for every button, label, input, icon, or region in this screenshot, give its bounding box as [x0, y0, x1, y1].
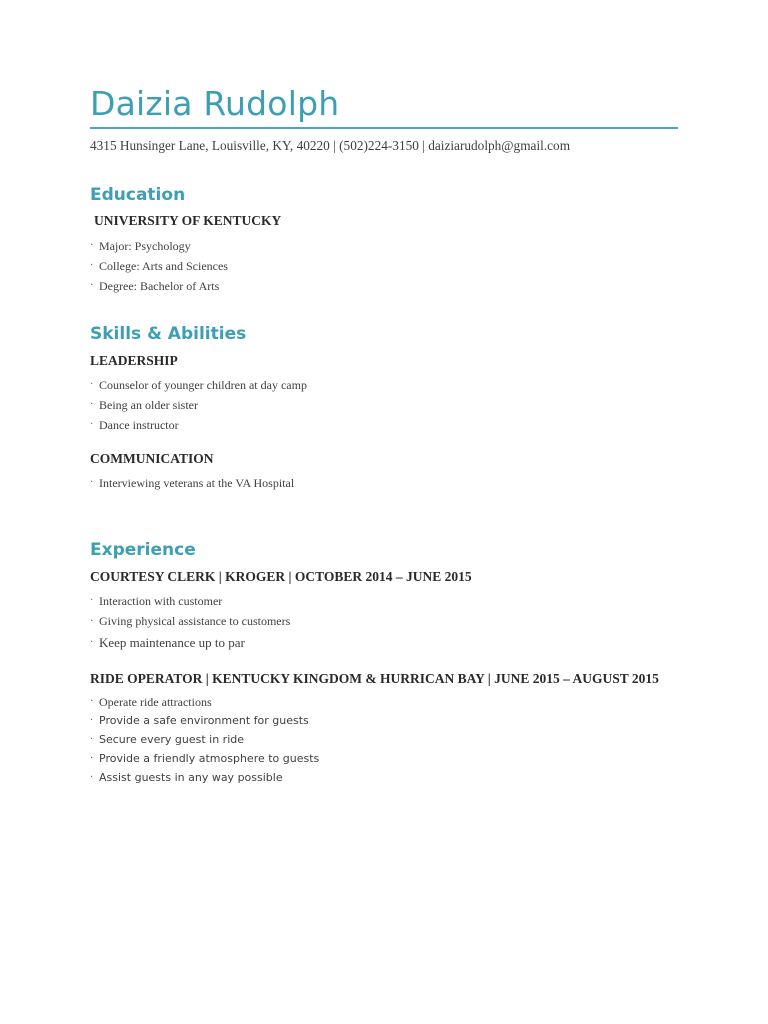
bullet-icon: · — [90, 240, 94, 251]
bullet-icon: · — [90, 260, 94, 271]
job-duties-list — [90, 711, 319, 787]
bullet-icon: · — [90, 772, 94, 783]
list-item: · Interviewing veterans at the VA Hospital — [90, 473, 294, 493]
list-item: · Being an older sister — [90, 395, 307, 415]
list-item: · Secure every guest in ride — [90, 730, 319, 749]
list-item: · Operate ride attractions — [90, 695, 212, 709]
skills-heading: Skills & Abilities — [90, 324, 247, 344]
bullet-icon: · — [90, 379, 94, 390]
bullet-icon: · — [90, 477, 94, 488]
communication-list — [90, 473, 294, 493]
bullet-icon: · — [90, 595, 94, 606]
bullet-icon: · — [90, 419, 94, 430]
header-divider — [90, 127, 678, 129]
list-item: · Interaction with customer — [90, 591, 290, 611]
experience-heading: Experience — [90, 540, 196, 560]
bullet-icon: · — [90, 616, 94, 627]
bullet-icon: · — [90, 715, 94, 726]
job-duties-list — [90, 591, 290, 654]
list-item: · Counselor of younger children at day camp — [90, 375, 307, 395]
bullet-icon: · — [90, 734, 94, 745]
list-item: · Giving physical assistance to customers — [90, 611, 290, 632]
resume-name: Daizia Rudolph — [90, 84, 340, 123]
education-list — [90, 236, 228, 296]
list-item: · Major: Psychology — [90, 236, 228, 256]
list-item: · Keep maintenance up to par — [90, 632, 290, 654]
bullet-icon: · — [90, 637, 94, 648]
job-title: RIDE OPERATOR | KENTUCKY KINGDOM & HURRICAN BAY | JUNE 2015 – AUGUST 2015 — [90, 671, 659, 686]
bullet-icon: · — [90, 280, 94, 291]
list-item: · Assist guests in any way possible — [90, 768, 319, 787]
list-item: · Dance instructor — [90, 415, 307, 435]
list-item: · Degree: Bachelor of Arts — [90, 276, 228, 296]
education-heading: Education — [90, 185, 186, 205]
skill-group-title: LEADERSHIP — [90, 353, 178, 368]
list-item: · College: Arts and Sciences — [90, 256, 228, 276]
bullet-icon: · — [90, 696, 94, 707]
bullet-icon: · — [90, 753, 94, 764]
school-name: UNIVERSITY OF KENTUCKY — [94, 213, 282, 228]
job-duties-list — [90, 693, 212, 711]
contact-line: 4315 Hunsinger Lane, Louisville, KY, 40220 | (502)224-3150 | daiziarudolph@gmail.com — [90, 138, 571, 153]
leadership-list — [90, 375, 307, 435]
bullet-icon: · — [90, 399, 94, 410]
list-item: · Provide a friendly atmosphere to guests — [90, 749, 319, 768]
job-title: COURTESY CLERK | KROGER | OCTOBER 2014 – JUNE 2015 — [90, 569, 472, 584]
skill-group-title: COMMUNICATION — [90, 451, 214, 466]
list-item: · Provide a safe environment for guests — [90, 711, 319, 730]
